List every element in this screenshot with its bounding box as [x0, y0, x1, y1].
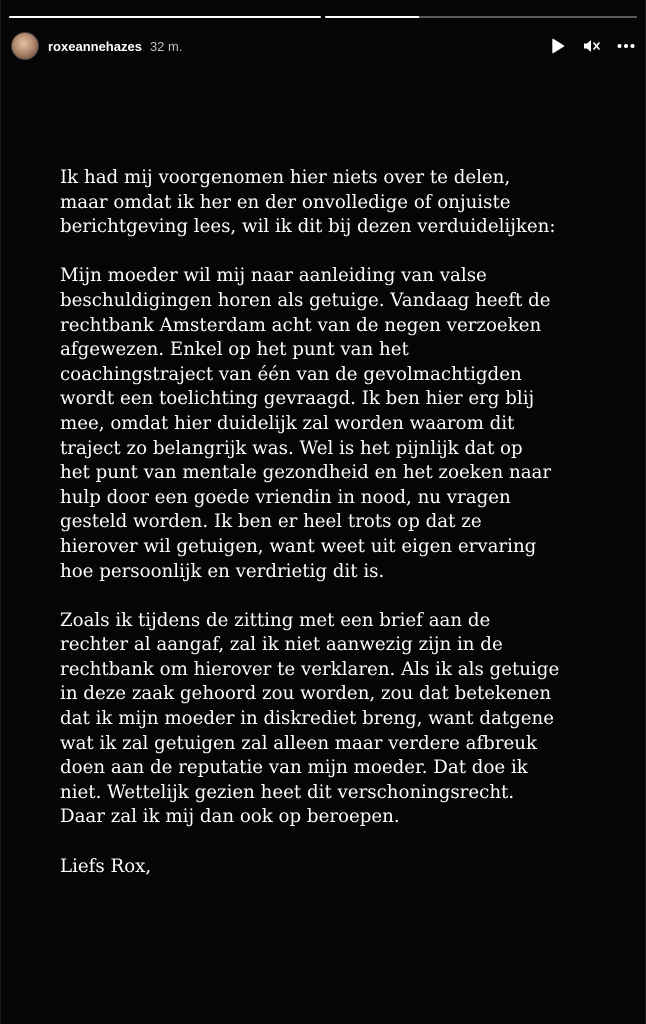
- post-time: 32 m.: [149, 38, 183, 54]
- progress-segment-1: [9, 16, 321, 18]
- paragraph-2: Mijn moeder wil mij naar aanleiding van valse beschuldigingen horen als getuige. Vandaag heeft de rechtbank Amsterdam acht van de negen verzoeken afgewezen. Enkel op het punt van het coachingstraject van één van de gevolmachtigden wordt een toelichting gevraagd. Ik ben hier erg blij mee, omdat hier duidelijk zal worden waarom dit traject zo belangrijk was. Wel is het pijnlijk dat op het punt van mentale gezondheid en het zoeken naar hulp door een goede vriendin in nood, nu vragen gesteld worden. Ik ben er heel trots op dat ze hierover wil getuigen, want weet uit eigen ervaring hoe persoonlijk en verdrietig dit is.: [60, 265, 552, 582]
- mute-icon: [583, 38, 601, 54]
- progress-segment-2: [325, 16, 637, 18]
- play-button[interactable]: [549, 37, 567, 55]
- story-header: [11, 30, 635, 62]
- username[interactable]: roxeannehazes: [48, 38, 142, 54]
- progress-fill-2: [325, 16, 419, 18]
- story-controls: [549, 37, 635, 55]
- more-icon: [617, 43, 635, 49]
- play-icon: [551, 38, 565, 54]
- progress-fill-1: [9, 16, 321, 18]
- avatar[interactable]: [11, 32, 39, 60]
- more-options-button[interactable]: [617, 37, 635, 55]
- story-progress: [9, 16, 637, 18]
- mute-button[interactable]: [583, 37, 601, 55]
- signoff: Liefs Rox,: [60, 855, 152, 877]
- paragraph-1: Ik had mij voorgenomen hier niets over te delen, maar omdat ik her en der onvolledige of onjuiste berichtgeving lees, wil ik dit bij dezen verduidelijken:: [60, 167, 556, 238]
- story-text: [60, 166, 605, 879]
- paragraph-3: Zoals ik tijdens de zitting met een brief aan de rechter al aangaf, zal ik niet aanwezig zijn in de rechtbank om hierover te verklaren. Als ik als getuige in deze zaak gehoord zou worden, zou dat betekenen dat ik mijn moeder in diskrediet breng, want datgene wat ik zal getuigen zal alleen maar verdere afbreuk doen aan de reputatie van mijn moeder. Dat doe ik niet. Wettelijk gezien heet dit verschoningsrecht. Daar zal ik mij dan ook op beroepen.: [60, 609, 560, 828]
